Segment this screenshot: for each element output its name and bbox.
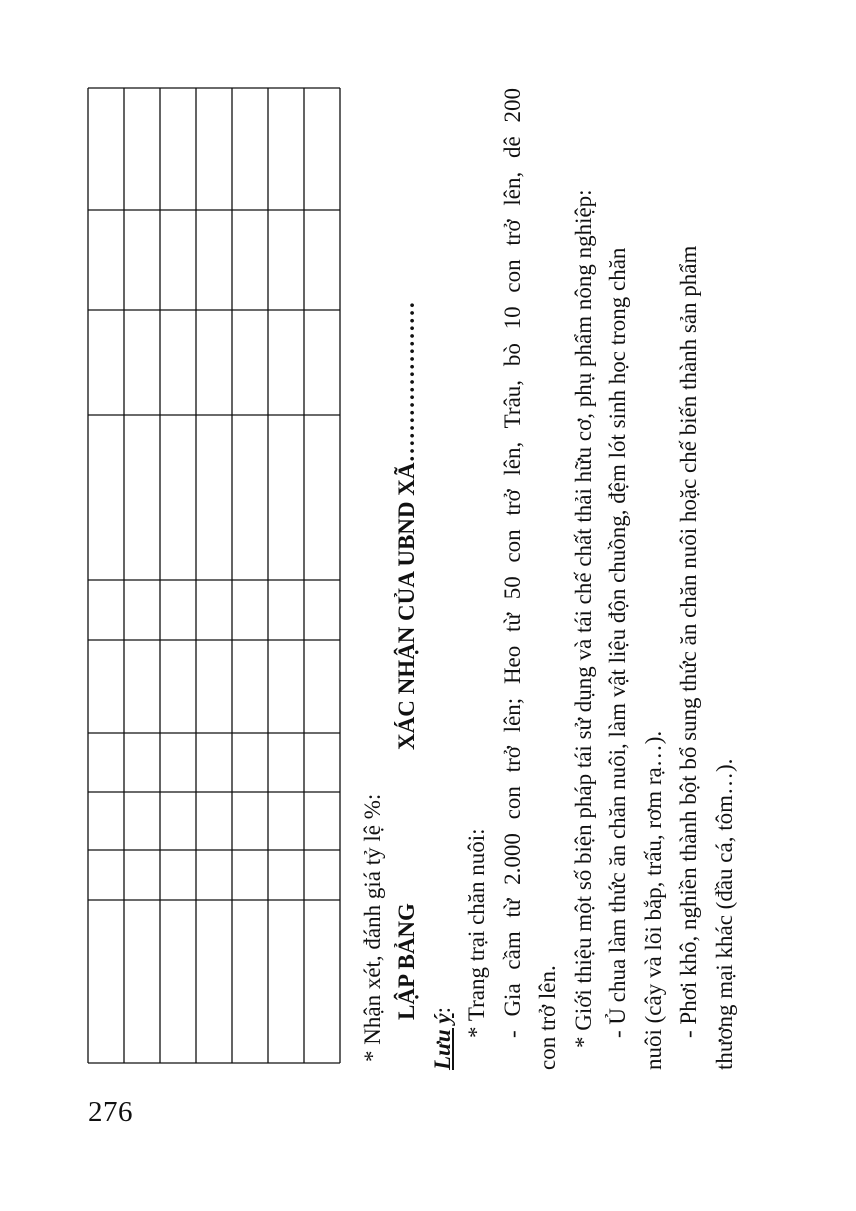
right-signature-title: XÁC NHẬN CỦA UBND XÃ………………… (394, 301, 419, 750)
note-colon: : (430, 1007, 455, 1014)
intro-line: * Giới thiệu một số biện pháp tái sử dụng và tái chế chất thải hữu cơ, phụ phẩm nông nghiệp: (571, 189, 596, 1048)
farm-line-1: - Gia cầm từ 2.000 con trở lên; Heo từ 50 con trở lên, Trâu, bò 10 con trở lên, dê 200 (500, 88, 525, 1038)
farm-heading: * Trang trại chăn nuôi: (464, 828, 489, 1038)
left-signature-title: LẬP BẢNG (394, 903, 419, 1020)
note-heading (425, 1007, 461, 1070)
item2-line-2: thương mại khác (đầu cá, tôm…). (712, 758, 737, 1070)
item1-line-2: nuôi (cây và lõi bắp, trấu, rơm rạ…). (641, 730, 666, 1070)
rotated-text-block (355, 80, 775, 1070)
note-label: Lưu ý (430, 1013, 455, 1070)
comment-line: * Nhận xét, đánh giá tỷ lệ %: (360, 793, 385, 1062)
item2-line-1: - Phơi khô, nghiền thành bột bổ sung thức ăn chăn nuôi hoặc chế biến thành sản phẩm (676, 245, 701, 1038)
page-number: 276 (88, 1096, 133, 1128)
farm-line-2: con trở lên. (535, 965, 560, 1070)
item1-line-1: - Ủ chua làm thức ăn chăn nuôi, làm vật liệu độn chuồng, đệm lót sinh học trong chăn (605, 247, 630, 1038)
